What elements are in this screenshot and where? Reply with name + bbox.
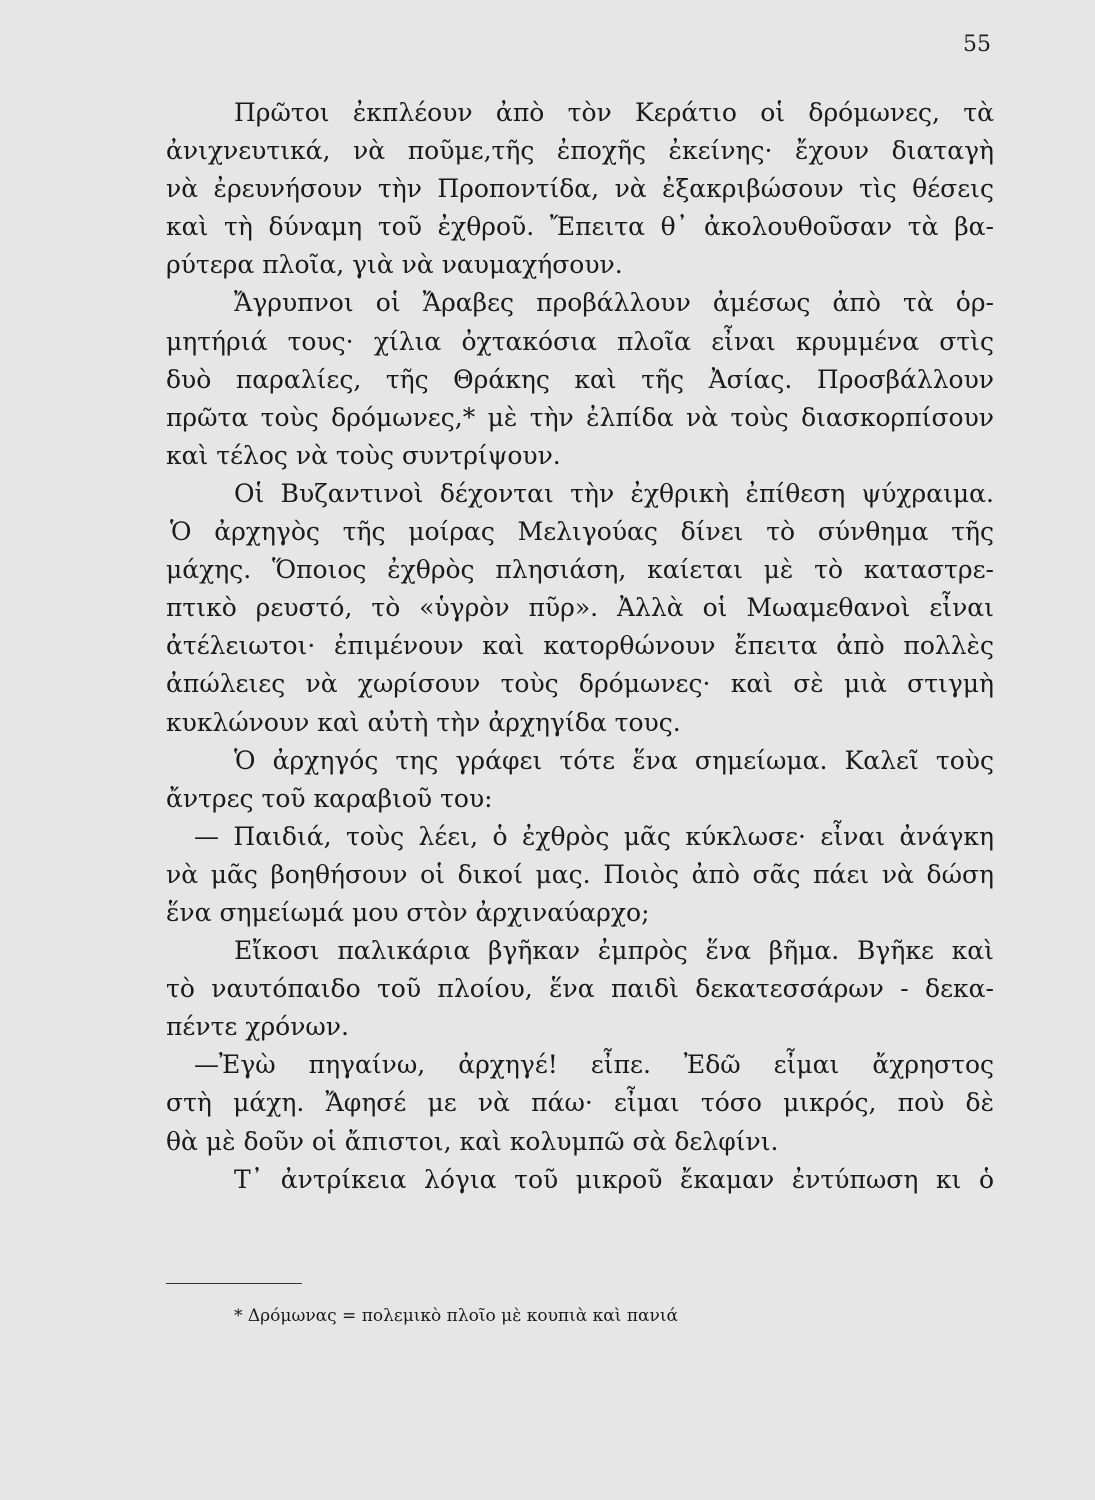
text-line: πέντε χρόνων. [166,1012,349,1042]
text-line: καὶ τέλος νὰ τοὺς συντρίψουν. [166,440,561,470]
text-line: θὰ μὲ δοῦν οἱ ἄπιστοι, καὶ κολυμπῶ σὰ δελφίνι. [166,1126,779,1156]
text-line: Ἄγρυπνοι οἱ Ἄραβες προβάλλουν ἀμέσως ἀπὸ τὰ ὁρ- [234,288,994,318]
text-line: νὰ ἐρευνήσουν τὴν Προποντίδα, νὰ ἐξακριβώσουν τὶς θέσεις [166,174,994,204]
text-line: ἕνα σημείωμά μου στὸν ἀρχιναύαρχο; [166,897,650,927]
dialogue-line: —Ἐγὼ πηγαίνω, ἀρχηγέ! εἶπε. Ἐδῶ εἶμαι ἄχρηστος [194,1050,994,1080]
footnote: * Δρόμωνας = πολεμικὸ πλοῖο μὲ κουπιὰ καὶ πανιά [234,1306,678,1326]
text-line: ἀνιχνευτικά, νὰ ποῦμε,τῆς ἐποχῆς ἐκείνης· ἔχουν διαταγὴ [166,136,994,166]
dialogue-line: — Παιδιά, τοὺς λέει, ὁ ἐχθρὸς μᾶς κύκλωσε· εἶναι ἀνάγκη [194,821,994,851]
text-line: ἄντρες τοῦ καραβιοῦ του: [166,783,493,813]
text-line: Ὁ ἀρχηγός της γράφει τότε ἕνα σημείωμα. Καλεῖ τοὺς [234,745,994,775]
text-line: μητήριά τους· χίλια ὀχτακόσια πλοῖα εἶναι κρυμμένα στὶς [166,326,994,356]
text-line: Τ᾽ ἀντρίκεια λόγια τοῦ μικροῦ ἔκαμαν ἐντύπωση κι ὁ [234,1164,994,1194]
text-line: τὸ ναυτόπαιδο τοῦ πλοίου, ἕνα παιδὶ δεκατεσσάρων - δεκα- [166,974,994,1004]
text-line: κυκλώνουν καὶ αὐτὴ τὴν ἀρχηγίδα τους. [166,707,681,737]
page-number: 55 [963,32,991,57]
text-line: Εἴκοσι παλικάρια βγῆκαν ἐμπρὸς ἕνα βῆμα. Βγῆκε καὶ [234,936,994,966]
text-line: μάχης. Ὅποιος ἐχθρὸς πλησιάση, καίεται μὲ τὸ καταστρε- [166,555,994,585]
text-line: Οἱ Βυζαντινοὶ δέχονται τὴν ἐχθρικὴ ἐπίθεση ψύχραιμα. [234,478,994,508]
body-text [166,94,994,1199]
text-line: νὰ μᾶς βοηθήσουν οἱ δικοί μας. Ποιὸς ἀπὸ σᾶς πάει νὰ δώση [166,859,994,889]
text-line: στὴ μάχη. Ἄφησέ με νὰ πάω· εἶμαι τόσο μικρός, ποὺ δὲ [166,1088,994,1118]
text-line: Ὁ ἀρχηγὸς τῆς μοίρας Μελιγούας δίνει τὸ σύνθημα τῆς [170,517,994,547]
text-line: πρῶτα τοὺς δρόμωνες,* μὲ τὴν ἐλπίδα νὰ τοὺς διασκορπίσουν [166,402,994,432]
text-line: καὶ τὴ δύναμη τοῦ ἐχθροῦ. Ἔπειτα θ᾽ ἀκολουθοῦσαν τὰ βα- [166,212,994,242]
text-line: δυὸ παραλίες, τῆς Θράκης καὶ τῆς Ἀσίας. Προσβάλλουν [166,364,994,394]
text-line: ἀπώλειες νὰ χωρίσουν τοὺς δρόμωνες· καὶ σὲ μιὰ στιγμὴ [166,669,994,699]
text-line: Πρῶτοι ἐκπλέουν ἀπὸ τὸν Κεράτιο οἱ δρόμωνες, τὰ [234,98,994,127]
text-line: ρύτερα πλοῖα, γιὰ νὰ ναυμαχήσουν. [166,250,623,280]
text-line: πτικὸ ρευστό, τὸ «ὑγρὸν πῦρ». Ἀλλὰ οἱ Μωαμεθανοὶ εἶναι [166,593,994,623]
footnote-divider [166,1283,302,1284]
text-line: ἀτέλειωτοι· ἐπιμένουν καὶ κατορθώνουν ἔπειτα ἀπὸ πολλὲς [166,631,994,661]
